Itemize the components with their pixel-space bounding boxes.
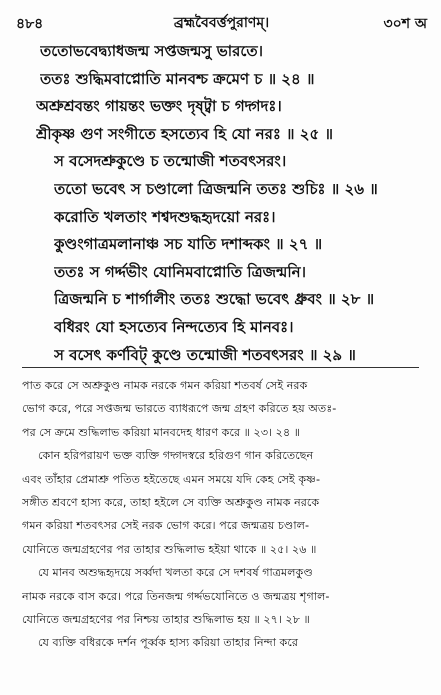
bengali-translation [22, 374, 427, 655]
translation-line: পাত করে সে অশ্রুকুণ্ড নামক নরকে গমন করিয়া শতবর্ষ সেই নরক [22, 379, 308, 392]
page-number-left: ৪৮৪ [16, 16, 44, 32]
verse-line: অশ্রুশ্রবন্তং গায়ন্তং ভক্তং দৃষ্ট্বা চ গদ্গদঃ। [36, 97, 282, 116]
chapter-marker: ৩০শ অ [383, 16, 427, 32]
verse-line: স বসেৎ কর্ণবিট্ কুণ্ডে তন্মোজী শতবৎসরং ॥ ২৯ ॥ [54, 345, 356, 364]
translation-line: এবং তাঁহার প্রেমাশ্রু পতিত হইতেছে এমন সময়ে যদি কেহ সেই কৃষ্ণ- [22, 472, 320, 486]
translation-line: নামক নরকে বাস করে। পরে তিনজন্ম গর্দ্দভযোনিতে ও জন্মত্রয় শৃগাল- [22, 589, 330, 603]
verse-line: স বসেদশ্রুকুণ্ডে চ তন্মোজী শতবৎসরং। [54, 152, 287, 171]
section-divider [22, 367, 419, 368]
verse-line: ততঃ স গর্দ্দভীং যোনিমবাপ্নোতি ত্রিজন্মনি। [54, 262, 306, 281]
verse-line: ততোভবেদ্ব্যাধজন্ম সপ্তজন্মসু ভারতে। [40, 42, 264, 60]
translation-line: গমন করিয়া শতবৎসর সেই নরক ভোগ করে। পরে জন্মত্রয় চণ্ডাল- [22, 519, 310, 533]
translation-line: যে মানব অশুদ্ধহৃদয়ে সর্ব্বদা খলতা করে সে দশবর্ষ গাত্রমলকুণ্ড [38, 566, 313, 580]
verse-line: ততো ভবেৎ স চণ্ডালো ত্রিজন্মনি ততঃ শুচিঃ ॥ ২৬ ॥ [54, 179, 378, 198]
sanskrit-verses [36, 38, 431, 369]
verse-line: ততঃ শুদ্ধিমবাপ্নোতি মানবশ্চ ক্রমেণ চ ॥ ২৪ ॥ [40, 69, 315, 88]
translation-line: যোনিতে জন্মগ্রহণের পর নিশ্চয় তাহার শুদ্ধিলাভ হয় ॥ ২৭। ২৮ ॥ [22, 612, 310, 626]
verse-line: শ্রীকৃষ্ণ গুণ সংগীতে হসত্যেব হি যো নরঃ ॥ ২৫ ॥ [36, 124, 333, 143]
translation-line: পর সে ক্রমে শুদ্ধিলাভ করিয়া মানবদেহ ধারণ করে ॥ ২৩। ২৪ ॥ [22, 425, 301, 439]
translation-line: সঙ্গীত শ্রবণে হাস্য করে, তাহা হইলে সে ব্যক্তি অশ্রুকুণ্ড নামক নরকে [22, 495, 320, 509]
page-header [16, 6, 427, 34]
verse-line: বধিরং যো হসত্যেব নিন্দত্যেব হি মানবঃ। [54, 317, 294, 336]
running-title: ব্রহ্মবৈবর্ত্তপুরাণম্। [173, 15, 270, 31]
verse-line: করোতি খলতাং শশ্বদশুদ্ধহৃদয়ো নরঃ। [54, 207, 276, 226]
translation-line: যোনিতে জন্মগ্রহণের পর তাহার শুদ্ধিলাভ হইয়া থাকে ॥ ২৫। ২৬ ॥ [22, 542, 317, 556]
translation-line: যে ব্যক্তি বধিরকে দর্শন পূর্ব্বক হাস্য করিয়া তাহার নিন্দা করে [38, 636, 298, 650]
translation-line: ভোগ করে, পরে সপ্তজন্ম ভারতে ব্যাধরূপে জন্ম গ্রহণ করিতে হয় অতঃ- [22, 402, 337, 416]
verse-line: ত্রিজন্মনি চ শার্গালীং ততঃ শুদ্ধো ভবেৎ ধ্রুবং ॥ ২৮ ॥ [54, 290, 375, 309]
translation-line: কোন হরিপরায়ণ ভক্ত ব্যক্তি গদ্গদস্বরে হরিগুণ গান করিতেছেন [38, 449, 314, 463]
verse-line: কুণ্ডংগাত্রমলানাঞ্চ সচ যাতি দশাব্দকং ॥ ২৭ ॥ [54, 235, 323, 254]
